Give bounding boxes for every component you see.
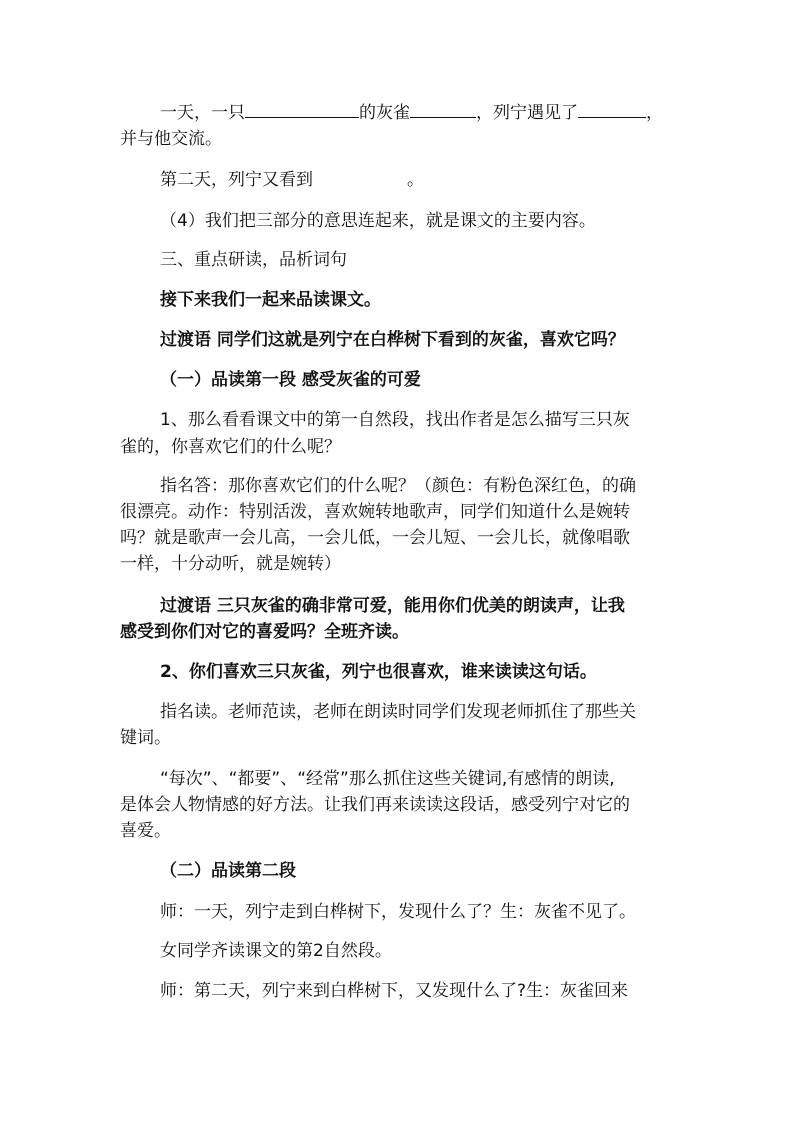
paragraph-line: 雀的，你喜欢它们的什么呢？	[120, 437, 341, 457]
paragraph-line: 女同学齐读课文的第2自然段。	[160, 941, 392, 961]
subsection-heading: （一）品读第一段 感受灰雀的可爱	[160, 370, 421, 390]
text-segment: 一天，一只	[160, 103, 245, 123]
text-segment: ，列宁遇见了	[476, 103, 578, 123]
blank-underline[interactable]	[410, 99, 476, 118]
transition-line-bold: 过渡语 同学们这就是列宁在白桦树下看到的灰雀，喜欢它吗？	[160, 330, 625, 350]
section-heading: 三、重点研读，品析词句	[160, 250, 347, 270]
paragraph-line: （4）我们把三部分的意思连起来，就是课文的主要内容。	[160, 211, 596, 231]
text-segment: 的灰雀	[359, 103, 410, 123]
paragraph-line: “每次”、“都要”、“经常”那么抓住这些关键词,有感情的朗读,	[160, 769, 615, 789]
text-segment: 第二天，列宁又看到	[160, 170, 313, 190]
paragraph-line-bold: 2、你们喜欢三只灰雀，列宁也很喜欢，谁来读读这句话。	[160, 662, 597, 682]
text-segment: 。	[407, 170, 424, 190]
fill-blank-line-2	[160, 166, 720, 194]
paragraph-line: 师：一天，列宁走到白桦树下，发现什么了？生：灰雀不见了。	[160, 902, 636, 922]
paragraph-line: 1、那么看看课文中的第一自然段，找出作者是怎么描写三只灰	[160, 410, 630, 430]
paragraph-line-bold: 接下来我们一起来品读课文。	[160, 290, 381, 310]
paragraph-line: 指名答：那你喜欢它们的什么呢？（颜色：有粉色深红色，的确	[160, 476, 636, 496]
blank-underline[interactable]	[578, 99, 646, 118]
blank-underline[interactable]	[245, 99, 359, 118]
fill-blank-line-1	[160, 99, 720, 127]
paragraph-line: 是体会人物情感的好方法。让我们再来读读这段话，感受列宁对它的	[120, 795, 630, 815]
paragraph-line: 键词。	[120, 728, 171, 748]
paragraph-line: 师：第二天，列宁来到白桦树下，又发现什么了?生：灰雀回来	[160, 981, 629, 1001]
subsection-heading: （二）品读第二段	[160, 861, 296, 881]
paragraph-line: 很漂亮。动作：特别活泼，喜欢婉转地歌声，同学们知道什么是婉转	[120, 502, 630, 522]
paragraph-line: 并与他交流。	[120, 129, 222, 149]
paragraph-line: 指名读。老师范读，老师在朗读时同学们发现老师抓住了那些关	[160, 702, 636, 722]
text-segment: ，	[646, 103, 663, 123]
transition-line-bold: 过渡语 三只灰雀的确非常可爱，能用你们优美的朗读声，让我	[160, 596, 625, 616]
paragraph-line: 一样，十分动听，就是婉转）	[120, 554, 341, 574]
paragraph-line: 喜爱。	[120, 821, 171, 841]
transition-line-bold: 感受到你们对它的喜爱吗？全班齐读。	[120, 622, 409, 642]
paragraph-line: 吗？就是歌声一会儿高，一会儿低，一会儿短、一会儿长，就像唱歌	[120, 528, 630, 548]
